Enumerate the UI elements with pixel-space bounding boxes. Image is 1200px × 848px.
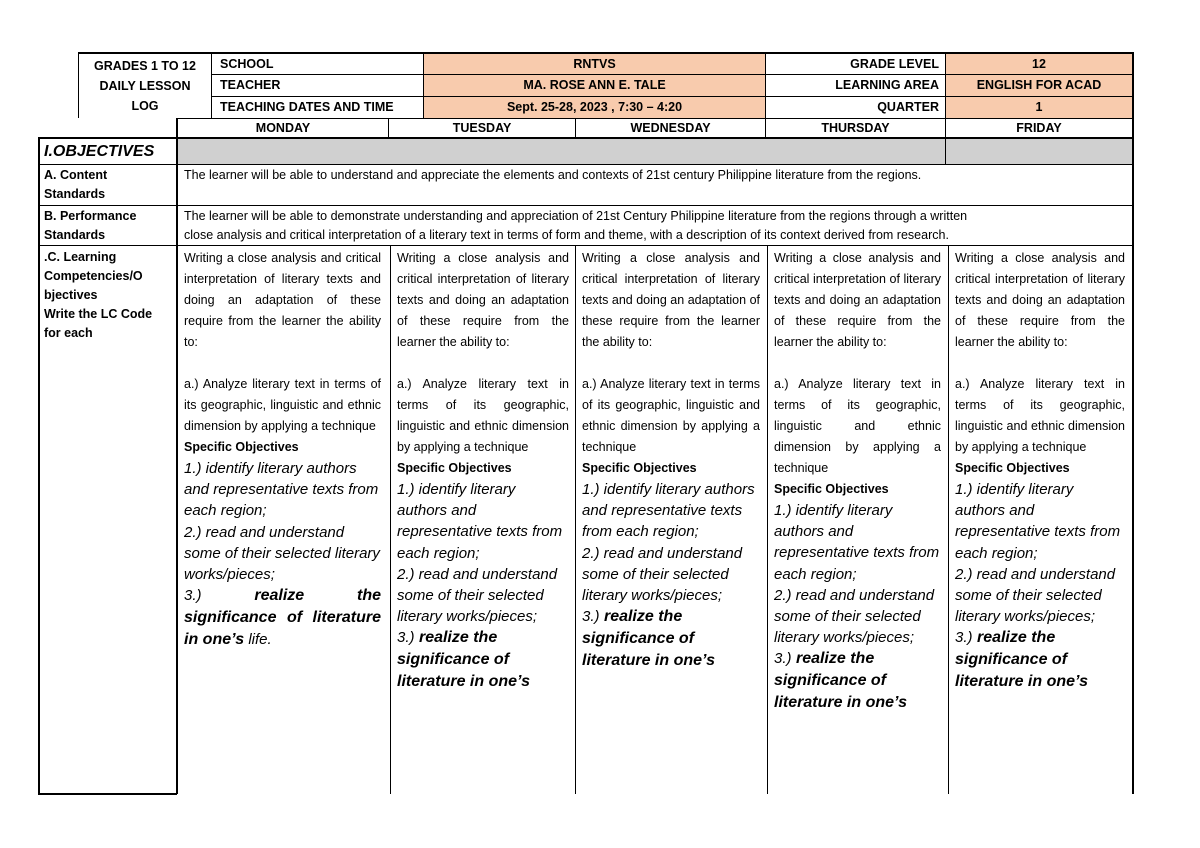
title-line: DAILY LESSON — [99, 79, 191, 93]
grid-line — [38, 137, 40, 795]
competency-item-a — [184, 374, 381, 437]
quarter-label: QUARTER — [877, 100, 939, 114]
objective-3 — [955, 627, 1125, 693]
specific-objectives-heading: Specific Objectives — [184, 440, 299, 454]
dll-title — [79, 56, 211, 116]
item-text: Analyze literary text in terms of its geographic, linguistic and ethnic dimension by applying a technique — [184, 377, 381, 433]
objective-prefix: 3.) — [582, 608, 600, 626]
learning-area-value: ENGLISH FOR ACAD — [946, 75, 1132, 96]
grid-line — [575, 245, 576, 794]
content-standards-text: The learner will be able to understand and appreciate the elements and contexts of 21st century Philippine literature from the regions. — [184, 168, 922, 182]
specific-objectives-heading: Specific Objectives — [774, 482, 889, 496]
dates-label: TEACHING DATES AND TIME — [220, 100, 394, 114]
grade-level-label: GRADE LEVEL — [850, 57, 939, 71]
grid-line — [38, 164, 1133, 165]
competency-intro: Writing a close analysis and critical interpretation of literary texts and doing an adaptation of these require from the learner the ability to: — [774, 251, 941, 349]
item-text: Analyze literary text in terms of its geographic, linguistic and ethnic dimension by applying a technique — [582, 377, 760, 454]
title-line: GRADES 1 TO 12 — [94, 59, 196, 73]
objective-text: realize the significance of literature in one’s — [774, 650, 908, 712]
objective-text: realize the significance of literature in one’s — [582, 608, 716, 670]
objectives-heading: I.OBJECTIVES — [44, 143, 155, 160]
objective-3 — [184, 585, 381, 651]
objective-1: 1.) identify literary authors and representative texts from each region; — [582, 481, 755, 541]
objective-3 — [582, 606, 760, 672]
label-line: Standards — [44, 187, 106, 201]
specific-objectives-heading: Specific Objectives — [582, 461, 697, 475]
specific-objectives-heading: Specific Objectives — [397, 461, 512, 475]
objective-prefix: 3.) — [184, 587, 202, 605]
label-line: Competencies/O — [44, 269, 143, 283]
learning-area-label: LEARNING AREA — [835, 78, 939, 92]
objective-text: realize the significance of literature in one’s — [955, 629, 1089, 691]
item-text: Analyze literary text in terms of its geographic, linguistic and ethnic dimension by applying a technique — [774, 377, 941, 475]
day-header-monday: MONDAY — [255, 121, 311, 135]
label-line: .C. Learning — [44, 250, 117, 264]
grid-line — [38, 245, 1133, 246]
label-line: for each — [44, 326, 93, 340]
grade-level-value: 12 — [946, 54, 1132, 74]
objective-2: 2.) read and understand some of their selected literary works/pieces; — [582, 544, 743, 605]
objective-2: 2.) read and understand some of their selected literary works/pieces; — [955, 565, 1116, 626]
learning-competencies-label — [44, 248, 176, 343]
day-header-tuesday: TUESDAY — [452, 121, 512, 135]
objective-1: 1.) identify literary authors and representative texts from each region; — [955, 481, 1121, 562]
item-text: Analyze literary text in terms of its geographic, linguistic and ethnic dimension by applying a technique — [955, 377, 1125, 454]
item-prefix: a.) — [955, 377, 970, 391]
objectives-shaded-band — [946, 139, 1132, 164]
objective-end: life. — [244, 631, 272, 649]
competency-cell-wednesday — [578, 248, 764, 793]
objective-prefix: 3.) — [397, 629, 415, 647]
objective-2: 2.) read and understand some of their selected literary works/pieces; — [774, 586, 935, 647]
competency-item-a — [955, 374, 1125, 458]
competency-item-a — [397, 374, 569, 458]
objective-2: 2.) read and understand some of their selected literary works/pieces; — [397, 565, 558, 626]
specific-objectives-heading: Specific Objectives — [955, 461, 1070, 475]
item-prefix: a.) — [774, 377, 789, 391]
grid-line — [948, 245, 949, 794]
competency-cell-tuesday — [393, 248, 573, 793]
item-text: Analyze literary text in terms of its geographic, linguistic and ethnic dimension by applying a technique — [397, 377, 569, 454]
title-line: LOG — [131, 99, 159, 113]
dates-value: Sept. 25-28, 2023 , 7:30 – 4:20 — [424, 97, 765, 118]
text-line: close analysis and critical interpretation of a literary text in terms of form and theme, with a description of its context derived from research. — [184, 228, 949, 242]
performance-standards-label — [44, 207, 176, 245]
objective-text: realize the significance of literature in one’s — [184, 587, 381, 649]
label-line: Standards — [44, 228, 106, 242]
label-line: B. Performance — [44, 209, 137, 223]
competency-cell-thursday — [770, 248, 945, 793]
objective-prefix: 3.) — [955, 629, 973, 647]
objective-prefix: 3.) — [774, 650, 792, 668]
objective-1: 1.) identify literary authors and representative texts from each region; — [184, 460, 379, 520]
competency-cell-monday — [180, 248, 385, 793]
objective-3 — [397, 627, 569, 693]
grid-line — [176, 118, 178, 794]
school-label: SCHOOL — [220, 57, 274, 71]
teacher-label: TEACHER — [220, 78, 281, 92]
objective-text: realize the significance of literature in one’s — [397, 629, 531, 691]
quarter-value: 1 — [946, 97, 1132, 118]
competency-intro: Writing a close analysis and critical interpretation of literary texts and doing an adaptation of these require from the learner the ability to: — [184, 251, 381, 349]
label-line: A. Content — [44, 168, 108, 182]
competency-intro: Writing a close analysis and critical interpretation of literary texts and doing an adaptation of these require from the learner the ability to: — [582, 251, 760, 349]
grid-line — [767, 245, 768, 794]
grid-line — [390, 245, 391, 794]
school-value: RNTVS — [424, 54, 765, 74]
day-header-wednesday: WEDNESDAY — [630, 121, 711, 135]
item-prefix: a.) — [184, 377, 199, 391]
day-header-thursday: THURSDAY — [821, 121, 890, 135]
objective-1: 1.) identify literary authors and representative texts from each region; — [774, 502, 940, 583]
content-standards-label — [44, 166, 176, 204]
text-line: The learner will be able to demonstrate understanding and appreciation of 21st Century Philippine literature from the regions through a written — [184, 209, 968, 223]
grid-line — [38, 205, 1133, 206]
competency-intro: Writing a close analysis and critical interpretation of literary texts and doing an adaptation of these require from the learner the ability to: — [955, 251, 1125, 349]
label-line: Write the LC Code — [44, 307, 153, 321]
performance-standards-text — [184, 207, 1129, 245]
objective-3 — [774, 648, 941, 714]
grid-line — [38, 793, 177, 795]
objectives-shaded-band — [178, 139, 945, 164]
day-header-friday: FRIDAY — [1016, 121, 1062, 135]
objective-2: 2.) read and understand some of their selected literary works/pieces; — [184, 523, 380, 584]
item-prefix: a.) — [582, 377, 597, 391]
grid-line — [211, 52, 212, 118]
teacher-value: MA. ROSE ANN E. TALE — [424, 75, 765, 96]
competency-item-a — [582, 374, 760, 458]
grid-line — [1132, 52, 1134, 794]
competency-intro: Writing a close analysis and critical interpretation of literary texts and doing an adaptation of these require from the learner the ability to: — [397, 251, 569, 349]
competency-cell-friday — [951, 248, 1129, 793]
item-prefix: a.) — [397, 377, 412, 391]
objective-1: 1.) identify literary authors and representative texts from each region; — [397, 481, 563, 562]
competency-item-a — [774, 374, 941, 479]
label-line: bjectives — [44, 288, 98, 302]
